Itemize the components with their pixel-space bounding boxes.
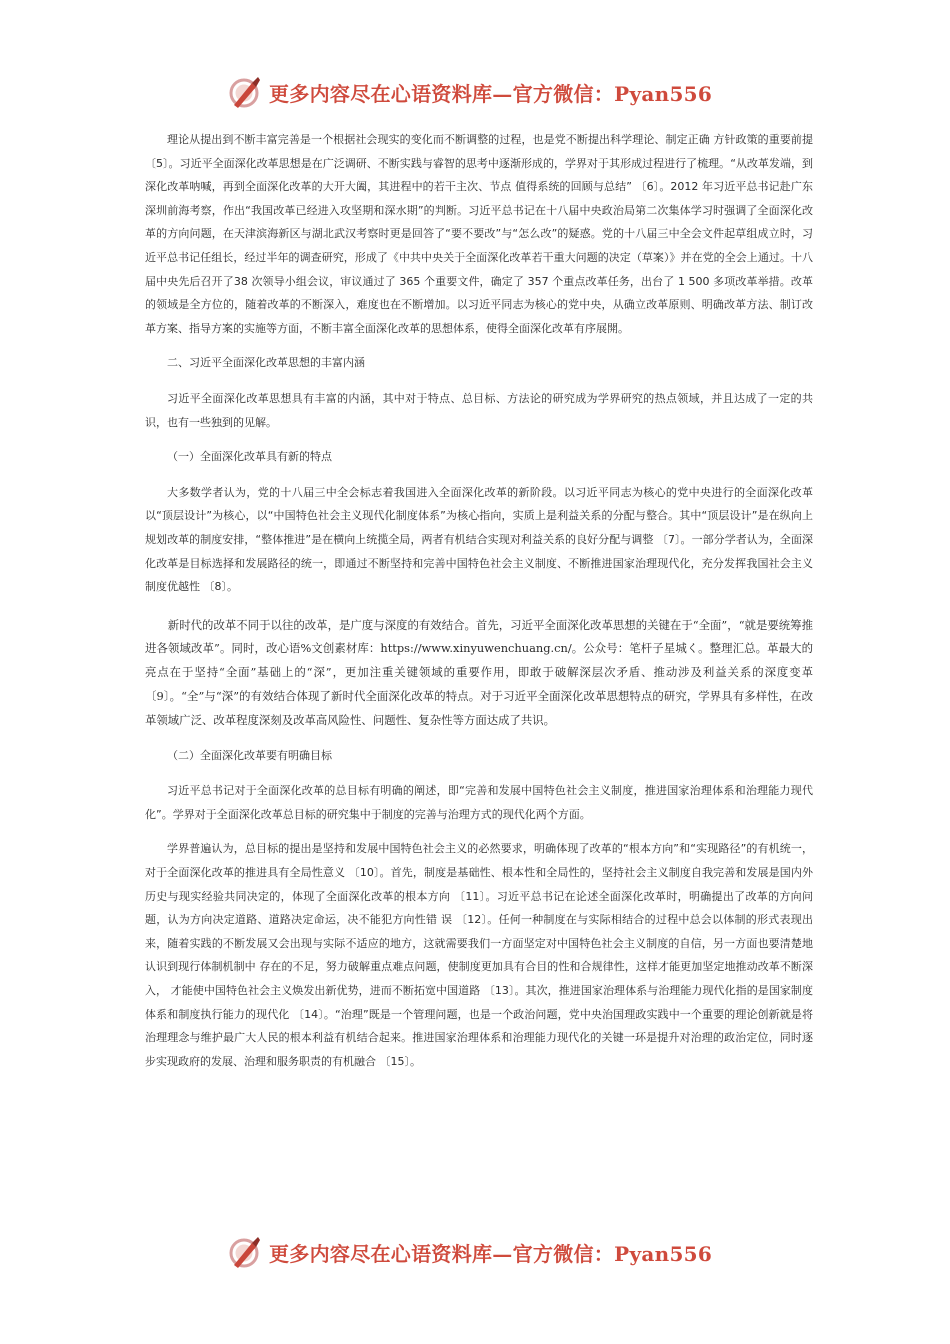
footer-banner	[225, 1232, 712, 1272]
paragraph-goals: 习近平总书记对于全面深化改革的总目标有明确的阐述，即“完善和发展中国特色社会主义制度，推进国家治理体系和治理能力现代化”。学界对于全面深化改革总目标的研究集中于制度的完善与治理方式的现代化两个方面。	[145, 784, 813, 821]
pen-nib-logo-icon	[225, 72, 265, 112]
paragraph-consensus: 学界普遍认为，总目标的提出是坚持和发展中国特色社会主义的必然要求，明确体现了改革的“根本方向”和“实现路径”的有机统一，对于全面深化改革的推进具有全局性意义 〔10〕。首先，制度是基础性、根本性和全局性的，坚持社会主义制度自我完善和发展是国内外历史与现实经验共同决定的，体现了全面深化改革的根本方向 〔11〕。习近平总书记在论述全面深化改革时，明确提出了改革的方向问题，认为方向决定道路、道路决定命运，决不能犯方向性错 误 〔12〕。任何一种制度在与实际相结合的过程中总会以体制的形式表现出来，随着实践的不断发展又会出现与实际不适应的地方，这就需要我们一方面坚定对中国特色社会主义制度的自信，另一方面也要清楚地认识到现行体制机制中 存在的不足，努力破解重点难点问题，使制度更加具有合目的性和合规律性，这样才能更加坚定地推动改革不断深入， 才能使中国特色社会主义焕发出新优势，进而不断拓宽中国道路 〔13〕。其次，推进国家治理体系与治理能力现代化指的是国家制度体系和制度执行能力的现代化 〔14〕。“治理”既是一个管理问题，也是一个政治问题，党中央治国理政实践中一个重要的理论创新就是将治理理念与维护最广大人民的根本利益有机结合起来。推进国家治理体系和治理能力现代化的关键一环是提升对治理的政治定位，同时逐步实现政府的发展、治理和服务职责的有机融合 〔15〕。	[145, 842, 813, 1068]
subsection-heading-features: （一）全面深化改革具有新的特点	[167, 450, 332, 464]
subsection-heading-goals: （二）全面深化改革要有明确目标	[167, 748, 332, 762]
paragraph-formation: 理论从提出到不断丰富完善是一个根据社会现实的变化而不断调整的过程，也是党不断提出科学理论、制定正确 方针政策的重要前提 〔5〕。习近平全面深化改革思想是在广泛调研、不断实践与睿智的思考中逐渐形成的，学界对于其形成过程进行了梳理。“从改革发端，到深化改革呐喊，再到全面深化改革的大开大阖，其进程中的若干主次、节点 值得系统的回顾与总结” 〔6〕。2012 年习近平总书记赴广东深圳前海考察，作出“我国改革已经进入攻坚期和深水期”的判断。习近平总书记在十八届中央政治局第二次集体学习时强调了全面深化改革的方向问题，在天津滨海新区与湖北武汉考察时更是回答了“要不要改”与“怎么改”的疑惑。党的十八届三中全会文件起草组成立时，习近平总书记任组长，经过半年的调查研究，形成了《中共中央关于全面深化改革若干重大问题的决定（草案）》并在党的全会上通过。十八届中央先后召开了38 次领导小组会议，审议通过了 365 个重要文件，确定了 357 个重点改革任务，出台了 1 500 多项改革举措。改革的领域是全方位的，随着改革的不断深入，难度也在不断增加。以习近平同志为核心的党中央，从确立改革原则、明确改革方法、制订改革方案、指导方案的实施等方面，不断丰富全面深化改革的思想体系，使得全面深化改革有序展開。	[145, 133, 813, 335]
banner-text: 更多内容尽在心语资料库—官方微信：Pyan556	[269, 1241, 713, 1266]
section-heading: 二、习近平全面深化改革思想的丰富内涵	[167, 356, 365, 370]
article-body	[145, 128, 813, 1084]
paragraph-new-era: 新时代的改革不同于以往的改革，是广度与深度的有效结合。首先，习近平全面深化改革思想的关键在于“全面”，“就是要统筹推进各领域改革”。同时，改心语%文创素材库：https://www.xinyuwenchuang.cn/。公众号：笔杆子星城く。整理汇总。革最大的亮点在于坚持“全面”基础上的“深”，更加注重关键领域的重要作用，即敢于破解深层次矛盾、推动涉及利益关系的深度变革 〔9〕。“全”与“深”的有效结合体现了新时代全面深化改革的特点。对于习近平全面深化改革思想特点的研究，学界具有多样性，在改革领域广泛、改革程度深刻及改革高风险性、问题性、复杂性等方面达成了共识。	[145, 617, 813, 727]
paragraph-features: 大多数学者认为，党的十八届三中全会标志着我国进入全面深化改革的新阶段。以习近平同志为核心的党中央进行的全面深化改革以“顶层设计”为核心，以“中国特色社会主义现代化制度体系”为核心指向，实质上是利益关系的分配与整合。其中“顶层设计”是在纵向上规划改革的制度安排，“整体推进”是在横向上统揽全局，两者有机结合实现对利益关系的良好分配与调整 〔7〕。一部分学者认为，全面深化改革是目标选择和发展路径的统一，即通过不断坚持和完善中国特色社会主义制度、不断推进国家治理现代化，充分发挥我国社会主义制度优越性 〔8〕。	[145, 485, 813, 594]
paragraph-intro: 习近平全面深化改革思想具有丰富的内涵，其中对于特点、总目标、方法论的研究成为学界研究的热点领域，并且达成了一定的共识，也有一些独到的见解。	[145, 391, 813, 429]
header-banner	[225, 72, 712, 112]
banner-text: 更多内容尽在心语资料库—官方微信：Pyan556	[269, 81, 713, 106]
pen-nib-logo-icon	[225, 1232, 265, 1272]
